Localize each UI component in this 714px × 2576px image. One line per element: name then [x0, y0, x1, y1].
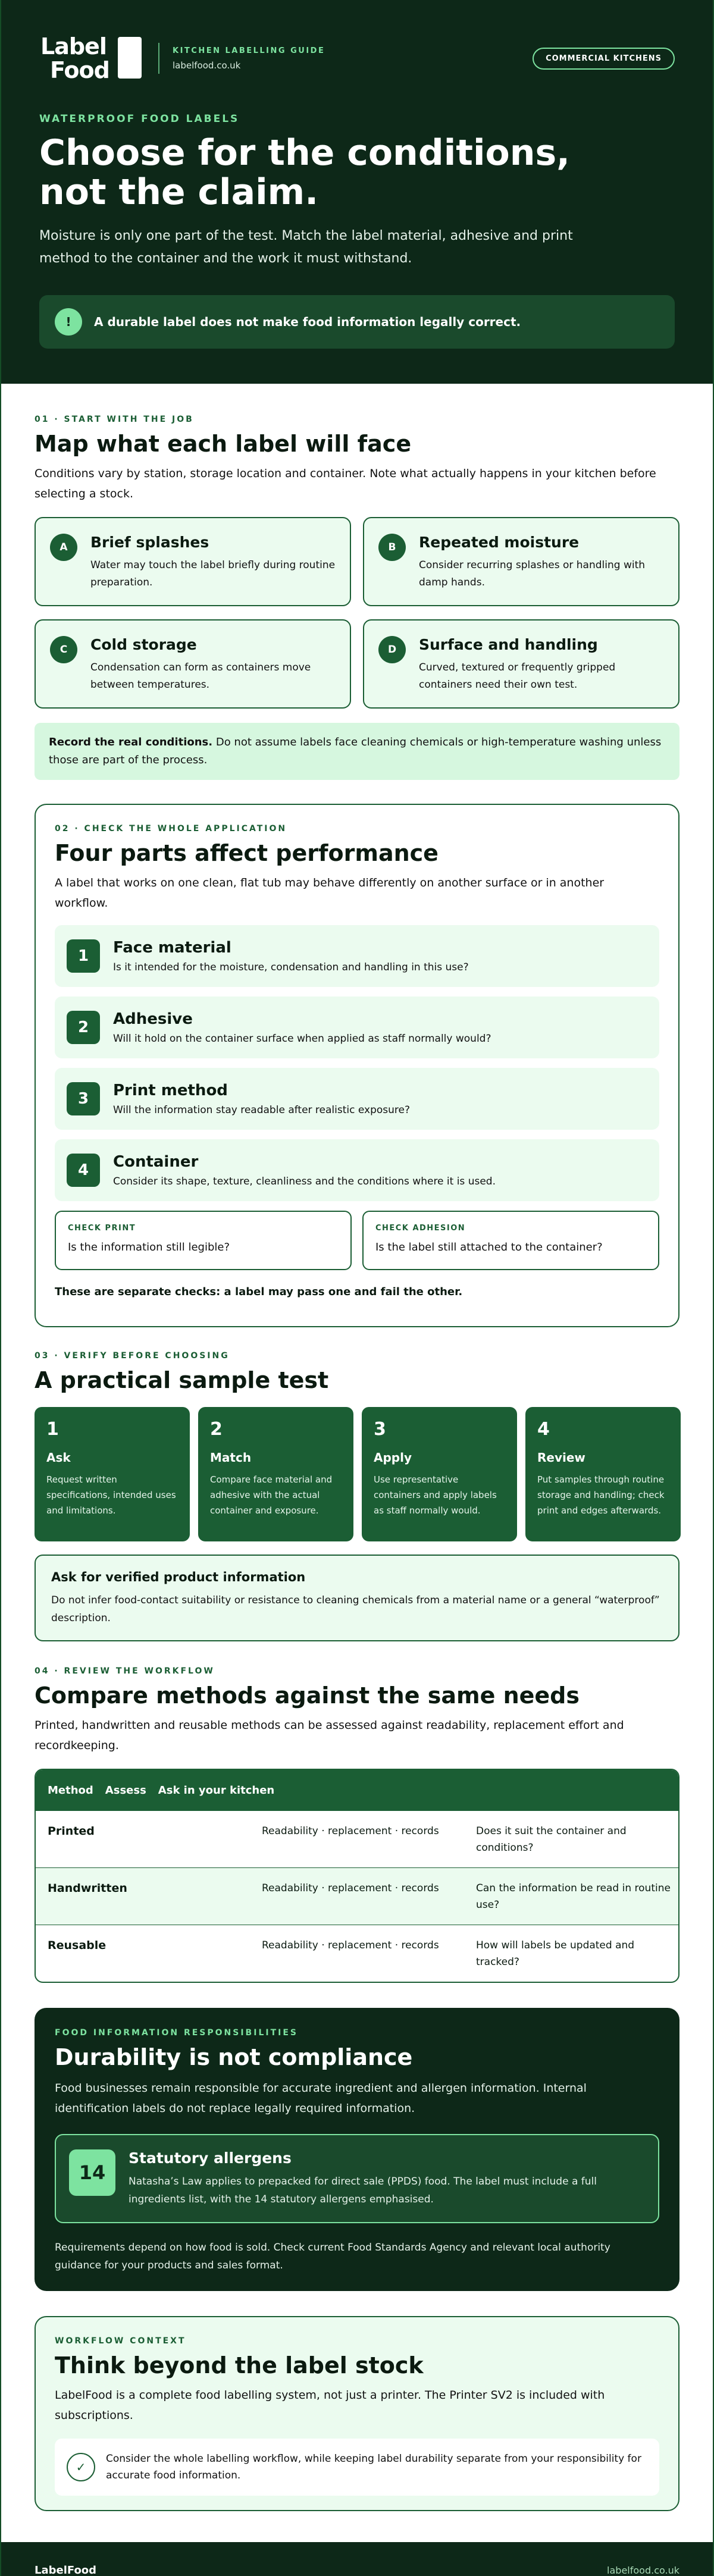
topbar: [39, 35, 675, 82]
requirements-note: Requirements depend on how food is sold. Check current Food Standards Agency and relevant local authority guidance for your products and sales format.: [55, 2242, 610, 2271]
checks-row: [55, 1211, 659, 1270]
card-text: Consider recurring splashes or handling with damp hands.: [419, 559, 646, 588]
check-print-card: [55, 1211, 352, 1270]
section-title: Map what each label will face: [35, 431, 412, 457]
label-tag-icon: [118, 37, 142, 79]
allergen-text: Natasha’s Law applies to prepacked for direct sale (PPDS) food. The label must include a full ingredients list, with the 14 statutory allergens emphasised.: [129, 2176, 597, 2205]
section-intro: A label that works on one clean, flat tub may behave differently on another surface or in another workflow.: [55, 876, 605, 910]
card-text: Water may touch the label briefly during routine preparation.: [90, 559, 336, 588]
hero-eyebrow: WATERPROOF FOOD LABELS: [39, 113, 240, 125]
section-compliance: [35, 2008, 679, 2291]
record-conditions-callout: [35, 723, 679, 780]
step-number: 3: [374, 1419, 386, 1440]
workflow-note-text: Consider the whole labelling workflow, while keeping label durability separate from your responsibility for accurate food information.: [106, 2453, 641, 2481]
assess-cell: Readability · replacement · records: [262, 1939, 439, 1951]
card-badge: A: [50, 534, 77, 561]
step-text: Request written specifications, intended uses and limitations.: [46, 1474, 176, 1516]
section-title: Durability is not compliance: [55, 2044, 413, 2070]
section-eyebrow: WORKFLOW CONTEXT: [55, 2336, 186, 2346]
step-title: Ask: [46, 1450, 71, 1465]
section-map-conditions: [1, 384, 713, 780]
step-title: Apply: [374, 1450, 412, 1465]
allergen-count: 14: [69, 2149, 115, 2196]
section-intro: LabelFood is a complete food labelling system, not just a printer. The Printer SV2 is included with subscriptions.: [55, 2389, 605, 2422]
section-eyebrow: 04 · REVIEW THE WORKFLOW: [35, 1666, 215, 1676]
steps-row: [35, 1407, 679, 1541]
part-text: Is it intended for the moisture, condensation and handling in this use?: [113, 961, 469, 973]
ask-cell: Can the information be read in routine use?: [476, 1882, 671, 1911]
footer-site-link[interactable]: labelfood.co.uk: [607, 2564, 679, 2576]
method-cell: Printed: [48, 1825, 95, 1838]
step-number: 1: [46, 1419, 59, 1440]
check-text: Is the information still legible?: [68, 1241, 230, 1253]
check-circle-icon: ✓: [67, 2453, 95, 2481]
condition-card: [363, 517, 679, 606]
check-text: Is the label still attached to the container?: [375, 1241, 603, 1253]
verify-text: Do not infer food-contact suitability or resistance to cleaning chemicals from a material name or a general “waterproof” description.: [51, 1594, 660, 1624]
section-eyebrow: 01 · START WITH THE JOB: [35, 415, 194, 424]
part-title: Face material: [113, 939, 231, 957]
section-four-parts: [35, 804, 679, 1327]
logo-line1: Label: [40, 33, 107, 59]
hero-lede: Moisture is only one part of the test. Match the label material, adhesive and print method to the container and the work it must withstand.: [39, 228, 573, 266]
workflow-note: [55, 2439, 659, 2496]
part-title: Print method: [113, 1082, 228, 1099]
ask-cell: Does it suit the container and conditions?: [476, 1825, 627, 1854]
check-kicker: CHECK ADHESION: [375, 1224, 466, 1233]
step-number: 2: [210, 1419, 223, 1440]
card-badge: B: [378, 534, 406, 561]
footer: [1, 2542, 713, 2576]
method-cell: Handwritten: [48, 1882, 127, 1895]
step-card: [35, 1407, 190, 1541]
section-compare-methods: [1, 1641, 713, 1983]
verified-info-callout: [35, 1555, 679, 1641]
method-cell: Reusable: [48, 1939, 107, 1952]
legal-notice: [39, 295, 675, 349]
ask-cell: How will labels be updated and tracked?: [476, 1939, 635, 1968]
column-header: Assess: [105, 1784, 146, 1797]
notice-text: A durable label does not make food information legally correct.: [94, 315, 521, 329]
section-eyebrow: FOOD INFORMATION RESPONSIBILITIES: [55, 2028, 298, 2038]
table-row: [36, 1925, 678, 1982]
section-sample-test: [1, 1327, 713, 1641]
check-adhesion-card: [362, 1211, 659, 1270]
labelfood-logo[interactable]: [39, 35, 144, 82]
section-eyebrow: 02 · CHECK THE WHOLE APPLICATION: [55, 824, 287, 833]
step-card: [362, 1407, 517, 1541]
footer-brand[interactable]: LabelFood: [35, 2564, 97, 2576]
check-kicker: CHECK PRINT: [68, 1224, 136, 1233]
header-divider: [158, 43, 159, 74]
allergen-title: Statutory allergens: [129, 2149, 292, 2167]
brand-meta: [173, 46, 325, 71]
header-kicker: KITCHEN LABELLING GUIDE: [173, 46, 325, 55]
part-number: 3: [67, 1082, 100, 1115]
section-workflow-context: [35, 2316, 679, 2511]
condition-card: [35, 619, 351, 709]
assess-cell: Readability · replacement · records: [262, 1882, 439, 1894]
separate-checks-note: These are separate checks: a label may pass one and fail the other.: [55, 1286, 463, 1298]
part-item: [55, 1068, 659, 1130]
section-eyebrow: 03 · VERIFY BEFORE CHOOSING: [35, 1351, 230, 1361]
card-title: Surface and handling: [419, 636, 598, 653]
record-text: Do not assume labels face cleaning chemicals or high-temperature washing unless those are part of the process.: [49, 736, 662, 766]
card-text: Condensation can form as containers move between temperatures.: [90, 662, 311, 691]
step-card: [525, 1407, 681, 1541]
column-header: Ask in your kitchen: [158, 1784, 275, 1797]
condition-card: [363, 619, 679, 709]
exclamation-icon: !: [55, 308, 82, 336]
statutory-allergens-card: [55, 2134, 659, 2223]
card-badge: D: [378, 636, 406, 663]
part-title: Adhesive: [113, 1010, 193, 1028]
commercial-kitchens-pill: COMMERCIAL KITCHENS: [533, 48, 675, 70]
part-title: Container: [113, 1153, 199, 1171]
part-number: 4: [67, 1154, 100, 1187]
assess-cell: Readability · replacement · records: [262, 1825, 439, 1837]
part-text: Will the information stay readable after realistic exposure?: [113, 1104, 411, 1116]
hero-title: Choose for the conditions, not the claim.: [39, 132, 570, 213]
card-title: Cold storage: [90, 636, 197, 653]
step-title: Match: [210, 1450, 252, 1465]
card-text: Curved, textured or frequently gripped containers need their own test.: [419, 662, 616, 691]
record-bold: Record the real conditions.: [49, 736, 213, 748]
section-title: Think beyond the label stock: [55, 2352, 424, 2378]
hero: [1, 0, 713, 384]
section-intro: Food businesses remain responsible for accurate ingredient and allergen information. Internal identification labels do not replace legally required information.: [55, 2082, 587, 2115]
step-text: Put samples through routine storage and handling; check print and edges afterwards.: [537, 1474, 665, 1516]
parts-list: [55, 925, 659, 1201]
header-site: labelfood.co.uk: [173, 59, 241, 71]
part-item: [55, 1139, 659, 1201]
condition-card: [35, 517, 351, 606]
step-text: Use representative containers and apply labels as staff normally would.: [374, 1474, 497, 1516]
table-row: [36, 1867, 678, 1925]
part-number: 2: [67, 1011, 100, 1044]
step-title: Review: [537, 1450, 585, 1465]
methods-table: [35, 1769, 679, 1983]
section-intro: Printed, handwritten and reusable methods can be assessed against readability, replacement effort and recordkeeping.: [35, 1719, 624, 1752]
card-badge: C: [50, 636, 77, 663]
part-text: Consider its shape, texture, cleanliness and the conditions where it is used.: [113, 1176, 496, 1187]
table-row: [36, 1810, 678, 1867]
logo-line2: Food: [50, 57, 109, 83]
card-title: Repeated moisture: [419, 534, 580, 551]
section-title: Four parts affect performance: [55, 840, 439, 866]
part-item: [55, 996, 659, 1058]
section-title: Compare methods against the same needs: [35, 1682, 580, 1709]
part-number: 1: [67, 939, 100, 973]
part-item: [55, 925, 659, 987]
step-text: Compare face material and adhesive with the actual container and exposure.: [210, 1474, 333, 1516]
column-header: Method: [48, 1784, 93, 1797]
section-title: A practical sample test: [35, 1367, 329, 1393]
card-title: Brief splashes: [90, 534, 209, 551]
verify-title: Ask for verified product information: [51, 1570, 306, 1584]
step-card: [198, 1407, 353, 1541]
section-intro: Conditions vary by station, storage location and container. Note what actually happens in your kitchen before selecting a stock.: [35, 467, 656, 500]
step-number: 4: [537, 1419, 550, 1440]
table-header-row: [36, 1770, 678, 1810]
conditions-grid: [35, 517, 679, 709]
part-text: Will it hold on the container surface when applied as staff normally would?: [113, 1033, 491, 1045]
